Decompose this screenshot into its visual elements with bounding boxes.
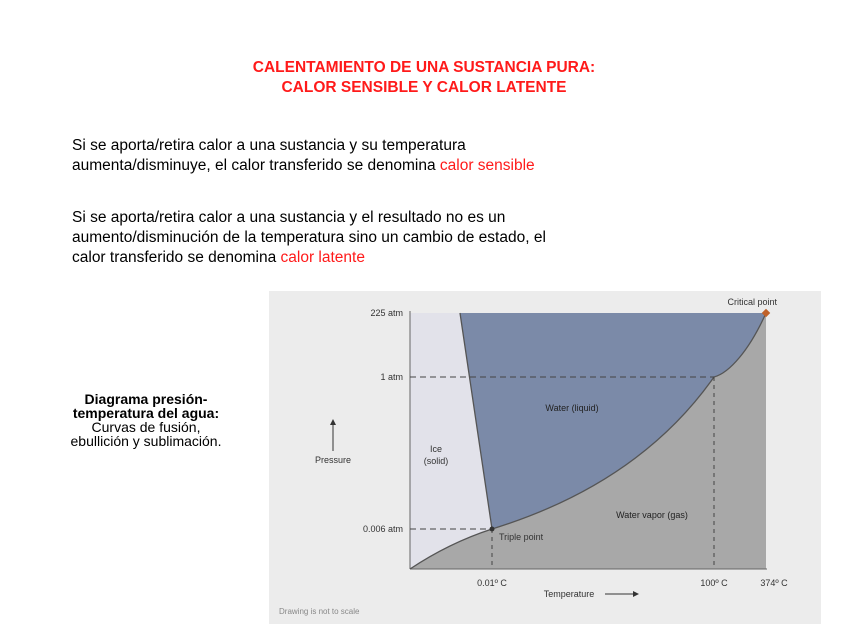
diagram-caption bbox=[30, 392, 262, 448]
paragraph2-line3-wrap bbox=[72, 248, 772, 268]
caption-line3: Curvas de fusión, bbox=[91, 419, 201, 435]
y-tick-225atm: 225 atm bbox=[370, 308, 403, 318]
y-tick-0006atm: 0.006 atm bbox=[362, 524, 403, 534]
ice-label-line2: (solid) bbox=[423, 456, 449, 466]
paragraph2-line2: aumento/disminución de la temperatura sino un cambio de estado, el bbox=[72, 229, 546, 246]
pressure-arrow-head-icon bbox=[330, 419, 336, 425]
term-calor-latente: calor latente bbox=[280, 249, 365, 266]
triple-point-marker bbox=[490, 527, 495, 532]
caption-bold-line2: temperatura del agua: bbox=[72, 405, 220, 421]
paragraph-sensible-heat bbox=[72, 136, 772, 176]
paragraph1-line1: Si se aporta/retira calor a una sustancia y su temperatura bbox=[72, 137, 466, 154]
not-to-scale-note: Drawing is not to scale bbox=[279, 607, 360, 616]
paragraph2-line3: calor transferido se denomina bbox=[72, 249, 277, 266]
y-tick-1atm: 1 atm bbox=[380, 372, 403, 382]
ice-label-line1: Ice bbox=[429, 444, 443, 454]
paragraph-latent-heat bbox=[72, 208, 772, 268]
slide-title-line1: CALENTAMIENTO DE UNA SUSTANCIA PURA: bbox=[252, 59, 596, 76]
slide-title bbox=[0, 58, 848, 98]
triple-point-label: Triple point bbox=[499, 532, 544, 542]
caption-bold-line1: Diagrama presión- bbox=[84, 391, 208, 407]
vapor-label: Water vapor (gas) bbox=[616, 510, 688, 520]
liquid-label: Water (liquid) bbox=[545, 403, 599, 413]
critical-point-label: Critical point bbox=[727, 297, 777, 307]
phase-diagram-panel bbox=[269, 291, 821, 624]
paragraph1-line2: aumenta/disminuye, el calor transferido se denomina bbox=[72, 157, 436, 174]
slide-title-line2: CALOR SENSIBLE Y CALOR LATENTE bbox=[281, 79, 567, 96]
x-axis-label: Temperature bbox=[543, 589, 595, 599]
x-tick-374c: 374º C bbox=[760, 578, 788, 588]
term-calor-sensible: calor sensible bbox=[439, 157, 535, 174]
caption-line4: ebullición y sublimación. bbox=[70, 433, 222, 449]
phase-diagram bbox=[269, 291, 821, 624]
y-axis-label: Pressure bbox=[314, 455, 352, 465]
x-tick-001c: 0.01º C bbox=[477, 578, 507, 588]
paragraph2-line1: Si se aporta/retira calor a una sustancia y el resultado no es un bbox=[72, 209, 506, 226]
paragraph1-line2-wrap bbox=[72, 156, 772, 176]
x-tick-100c: 100º C bbox=[700, 578, 728, 588]
temperature-arrow-head-icon bbox=[633, 591, 639, 597]
